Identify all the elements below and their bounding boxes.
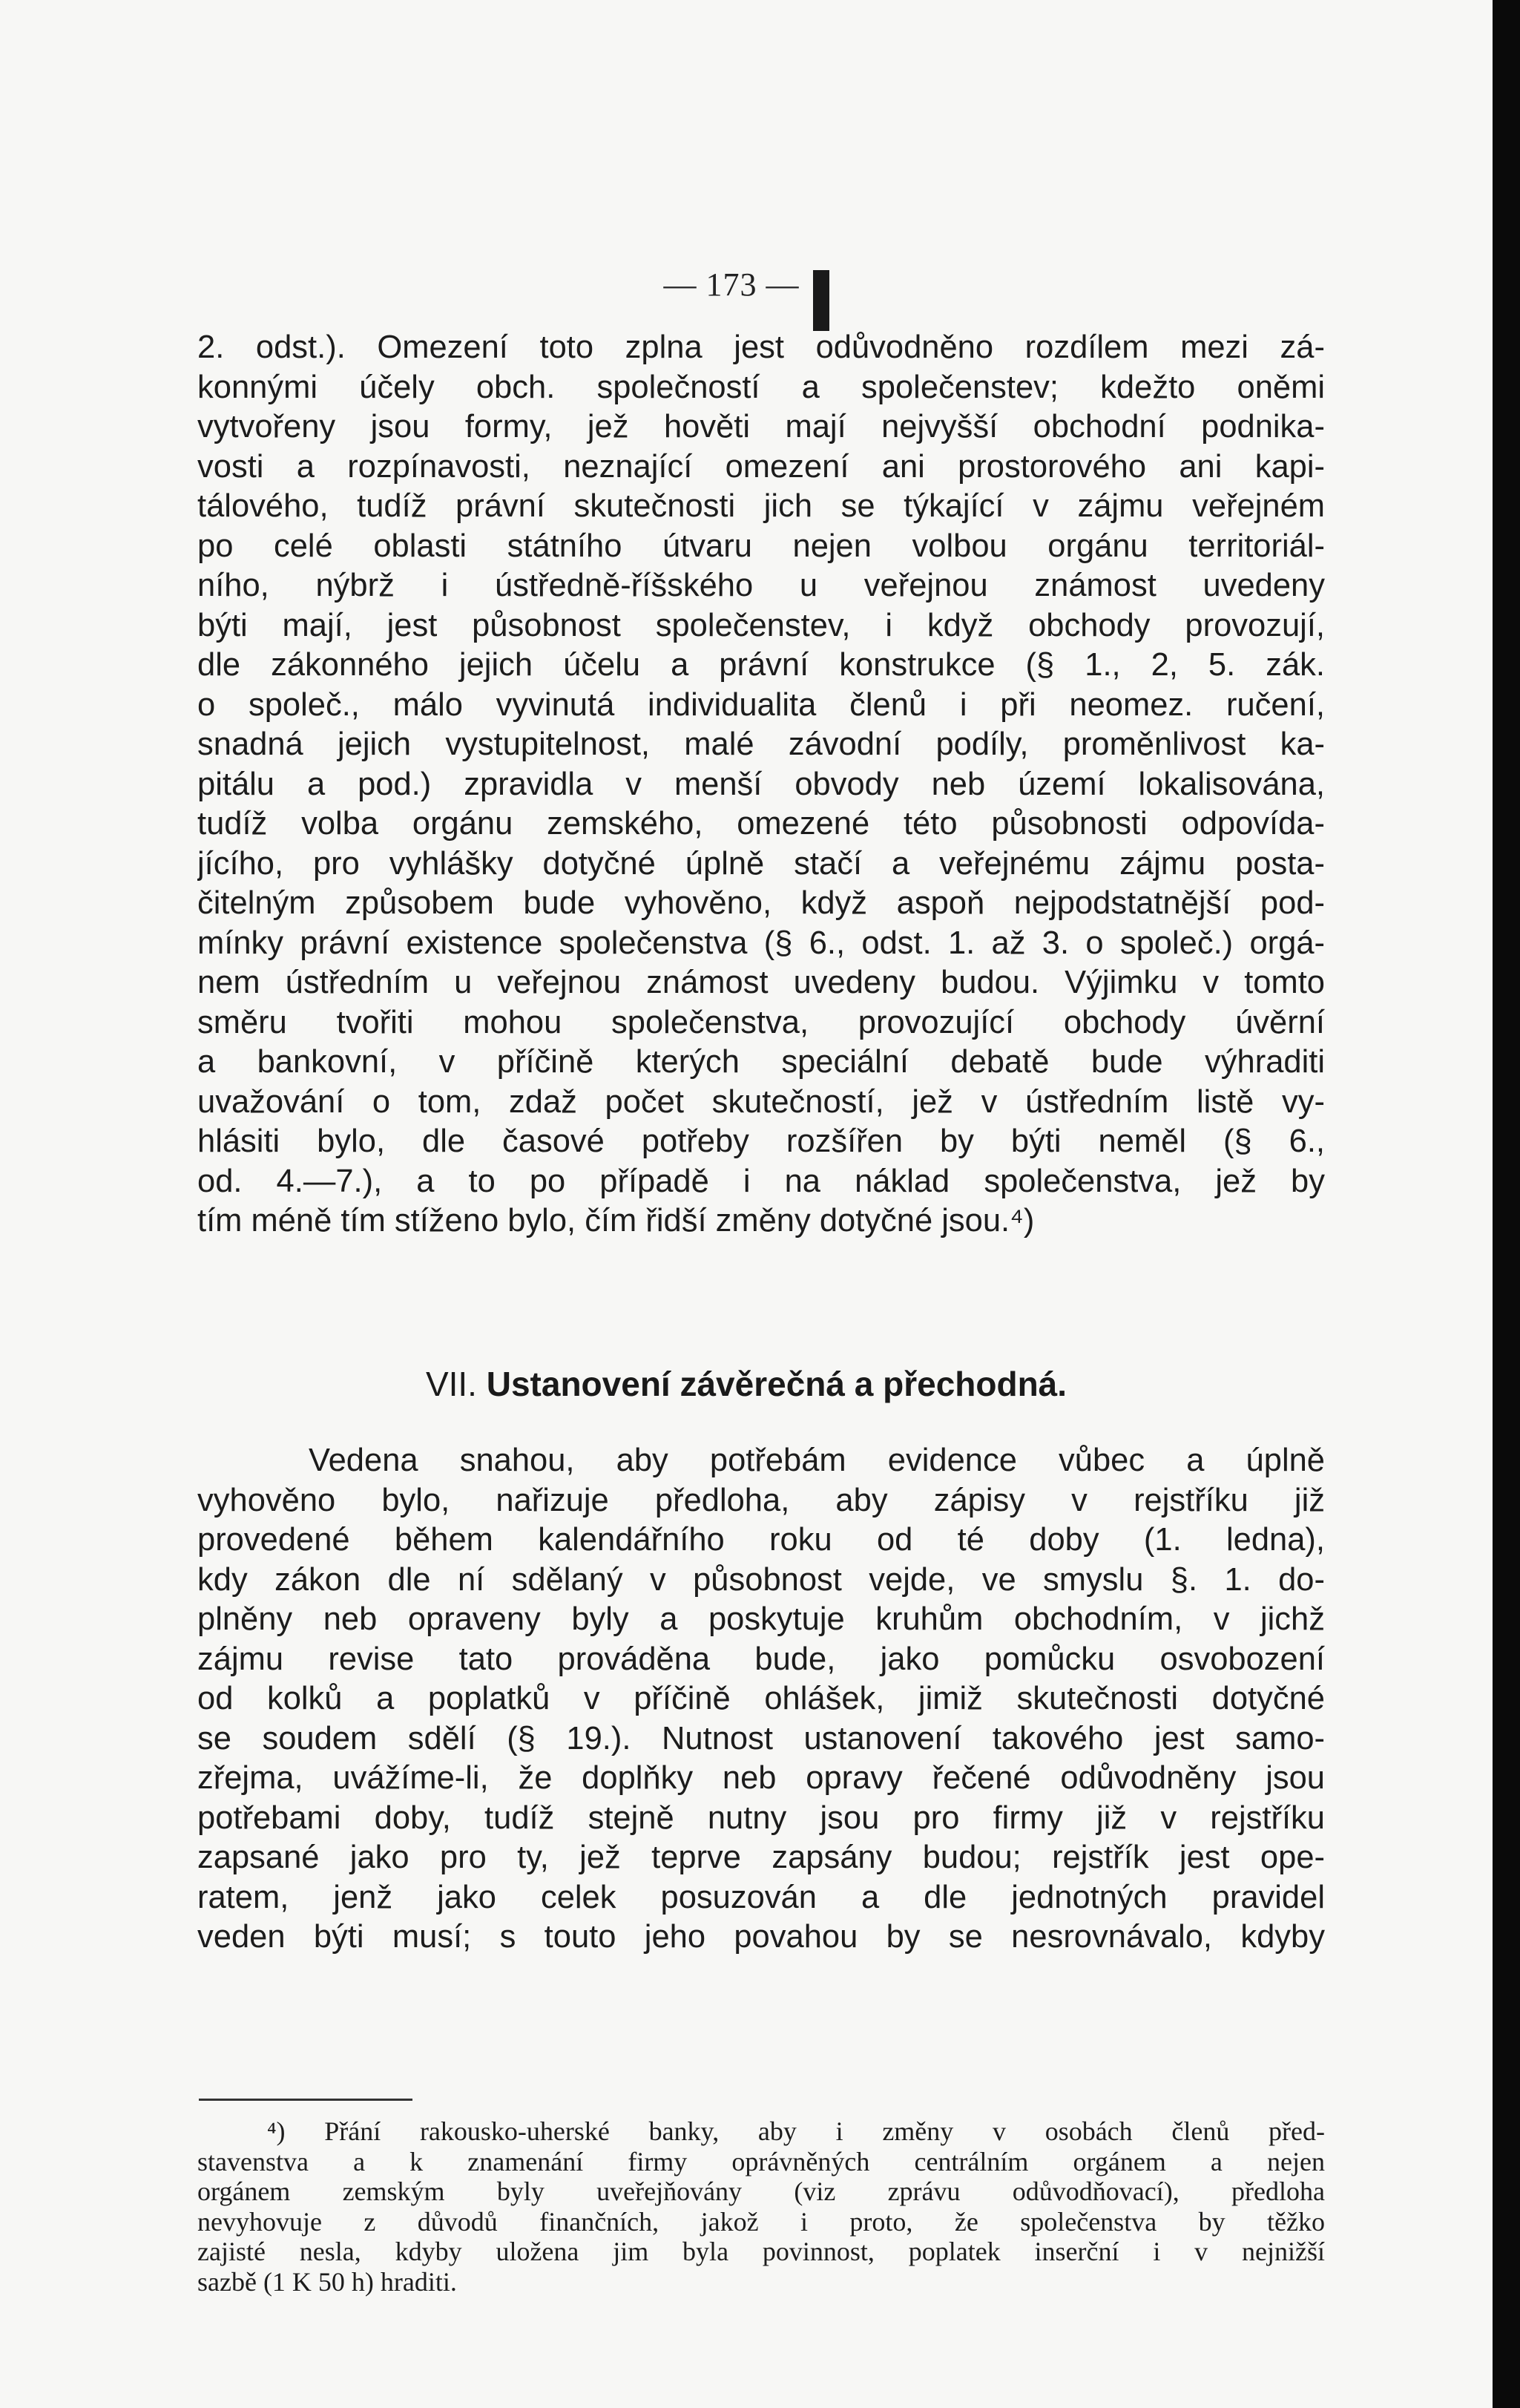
section-heading bbox=[0, 1364, 1493, 1404]
text-line: kdy zákon dle ní sdělaný v působnost vejde, ve smyslu §. 1. do- bbox=[197, 1561, 1325, 1598]
text-line: uvažování o tom, zdaž počet skutečností, jež v ústředním listě vy- bbox=[197, 1083, 1325, 1120]
scan-artifact-mark bbox=[813, 270, 829, 331]
text-line: dle zákonného jejich účelu a právní konstrukce (§ 1., 2, 5. zák. bbox=[197, 647, 1325, 683]
text-line: nem ústředním u veřejnou známost uvedeny budou. Výjimku v tomto bbox=[197, 965, 1325, 1000]
text-line: pitálu a pod.) zpravidla v menší obvody neb území lokalisována, bbox=[197, 766, 1325, 802]
scan-border bbox=[1493, 0, 1520, 2408]
text-line: ního, nýbrž i ústředně-říšského u veřejnou známost uvedeny bbox=[197, 568, 1325, 603]
footnote-line: stavenstva a k znamenání firmy oprávněných centrálním orgánem a nejen bbox=[197, 2146, 1325, 2176]
text-line: od kolků a poplatků v příčině ohlášek, jimiž skutečnosti dotyčné bbox=[197, 1681, 1325, 1716]
text-line: veden býti musí; s touto jeho povahou by se nesrovnávalo, kdyby bbox=[197, 1919, 1325, 1955]
paragraph-1 bbox=[197, 328, 1325, 1241]
text-line: vytvořeny jsou formy, jež hověti mají nejvyšší obchodní podnika- bbox=[197, 409, 1325, 444]
text-line: zájmu revise tato prováděna bude, jako pomůcku osvobození bbox=[197, 1641, 1325, 1677]
paragraph-2 bbox=[197, 1441, 1325, 1958]
text-line: tím méně tím stíženo bylo, čím řidší změny dotyčné jsou.⁴) bbox=[197, 1203, 1035, 1239]
text-line: snadná jejich vystupitelnost, malé závodní podíly, proměnlivost ka- bbox=[197, 726, 1325, 762]
text-line: čitelným způsobem bude vyhověno, když aspoň nejpodstatnější pod- bbox=[197, 885, 1325, 921]
section-number: VII. bbox=[425, 1365, 477, 1403]
text-line: mínky právní existence společenstva (§ 6., odst. 1. až 3. o společ.) orgá- bbox=[197, 925, 1325, 961]
footnote-line: sazbě (1 K 50 h) hraditi. bbox=[197, 2266, 457, 2297]
text-line: provedené během kalendářního roku od té doby (1. ledna), bbox=[197, 1522, 1325, 1558]
text-line: směru tvořiti mohou společenstva, provozující obchody úvěrní bbox=[197, 1004, 1325, 1040]
text-line: vyhověno bylo, nařizuje předloha, aby zápisy v rejstříku již bbox=[197, 1482, 1325, 1518]
text-line: plněny neb opraveny byly a poskytuje kruhům obchodním, v jichž bbox=[197, 1601, 1325, 1637]
text-line: vosti a rozpínavosti, neznající omezení ani prostorového ani kapi- bbox=[197, 448, 1325, 485]
text-line: hlásiti bylo, dle časové potřeby rozšířen by býti neměl (§ 6., bbox=[197, 1123, 1325, 1159]
text-line: od. 4.—7.), a to po případě i na náklad společenstva, jež by bbox=[197, 1163, 1325, 1199]
footnote-divider bbox=[199, 2099, 412, 2101]
text-line: tálového, tudíž právní skutečnosti jich se týkající v zájmu veřejném bbox=[197, 488, 1325, 524]
footnote-line: orgánem zemským byly uveřejňovány (viz zprávu odůvodňovací), předloha bbox=[197, 2176, 1325, 2206]
text-line: o společ., málo vyvinutá individualita členů i při neomez. ručení, bbox=[197, 686, 1325, 723]
text-line: potřebami doby, tudíž stejně nutny jsou pro firmy již v rejstříku bbox=[197, 1800, 1325, 1836]
text-line: se soudem sdělí (§ 19.). Nutnost ustanovení takového jest samo- bbox=[197, 1720, 1325, 1756]
text-line: zřejma, uvážíme-li, že doplňky neb opravy řečené odůvodněny jsou bbox=[197, 1760, 1325, 1796]
footnote-line: ⁴) Přání rakousko-uherské banky, aby i změny v osobách členů před- bbox=[267, 2116, 1325, 2146]
text-line: tudíž volba orgánu zemského, omezené této působnosti odpovída- bbox=[197, 806, 1325, 842]
text-line: a bankovní, v příčině kterých speciální debatě bude výhraditi bbox=[197, 1044, 1325, 1080]
page-header bbox=[0, 266, 1493, 331]
text-line: Vedena snahou, aby potřebám evidence vůbec a úplně bbox=[309, 1443, 1325, 1478]
footnote-line: zajisté nesla, kdyby uložena jim byla povinnost, poplatek inserční i v nejnižší bbox=[197, 2237, 1325, 2266]
text-line: ratem, jenž jako celek posuzován a dle jednotných pravidel bbox=[197, 1879, 1325, 1915]
footnote bbox=[197, 2116, 1325, 2297]
text-line: býti mají, jest působnost společenstev, i když obchody provozují, bbox=[197, 607, 1325, 643]
section-title: Ustanovení závěrečná a přechodná. bbox=[486, 1365, 1067, 1403]
text-line: jícího, pro vyhlášky dotyčné úplně stačí a veřejnému zájmu posta- bbox=[197, 845, 1325, 882]
text-line: konnými účely obch. společností a společenstev; kdežto oněmi bbox=[197, 369, 1325, 405]
page-number: — 173 — bbox=[663, 266, 800, 303]
text-line: po celé oblasti státního útvaru nejen volbou orgánu territoriál- bbox=[197, 528, 1325, 564]
text-line: 2. odst.). Omezení toto zplna jest odůvodněno rozdílem mezi zá- bbox=[197, 329, 1325, 365]
text-line: zapsané jako pro ty, jež teprve zapsány budou; rejstřík jest ope- bbox=[197, 1840, 1325, 1875]
footnote-line: nevyhovuje z důvodů finančních, jakož i proto, že společenstva by těžko bbox=[197, 2206, 1325, 2237]
